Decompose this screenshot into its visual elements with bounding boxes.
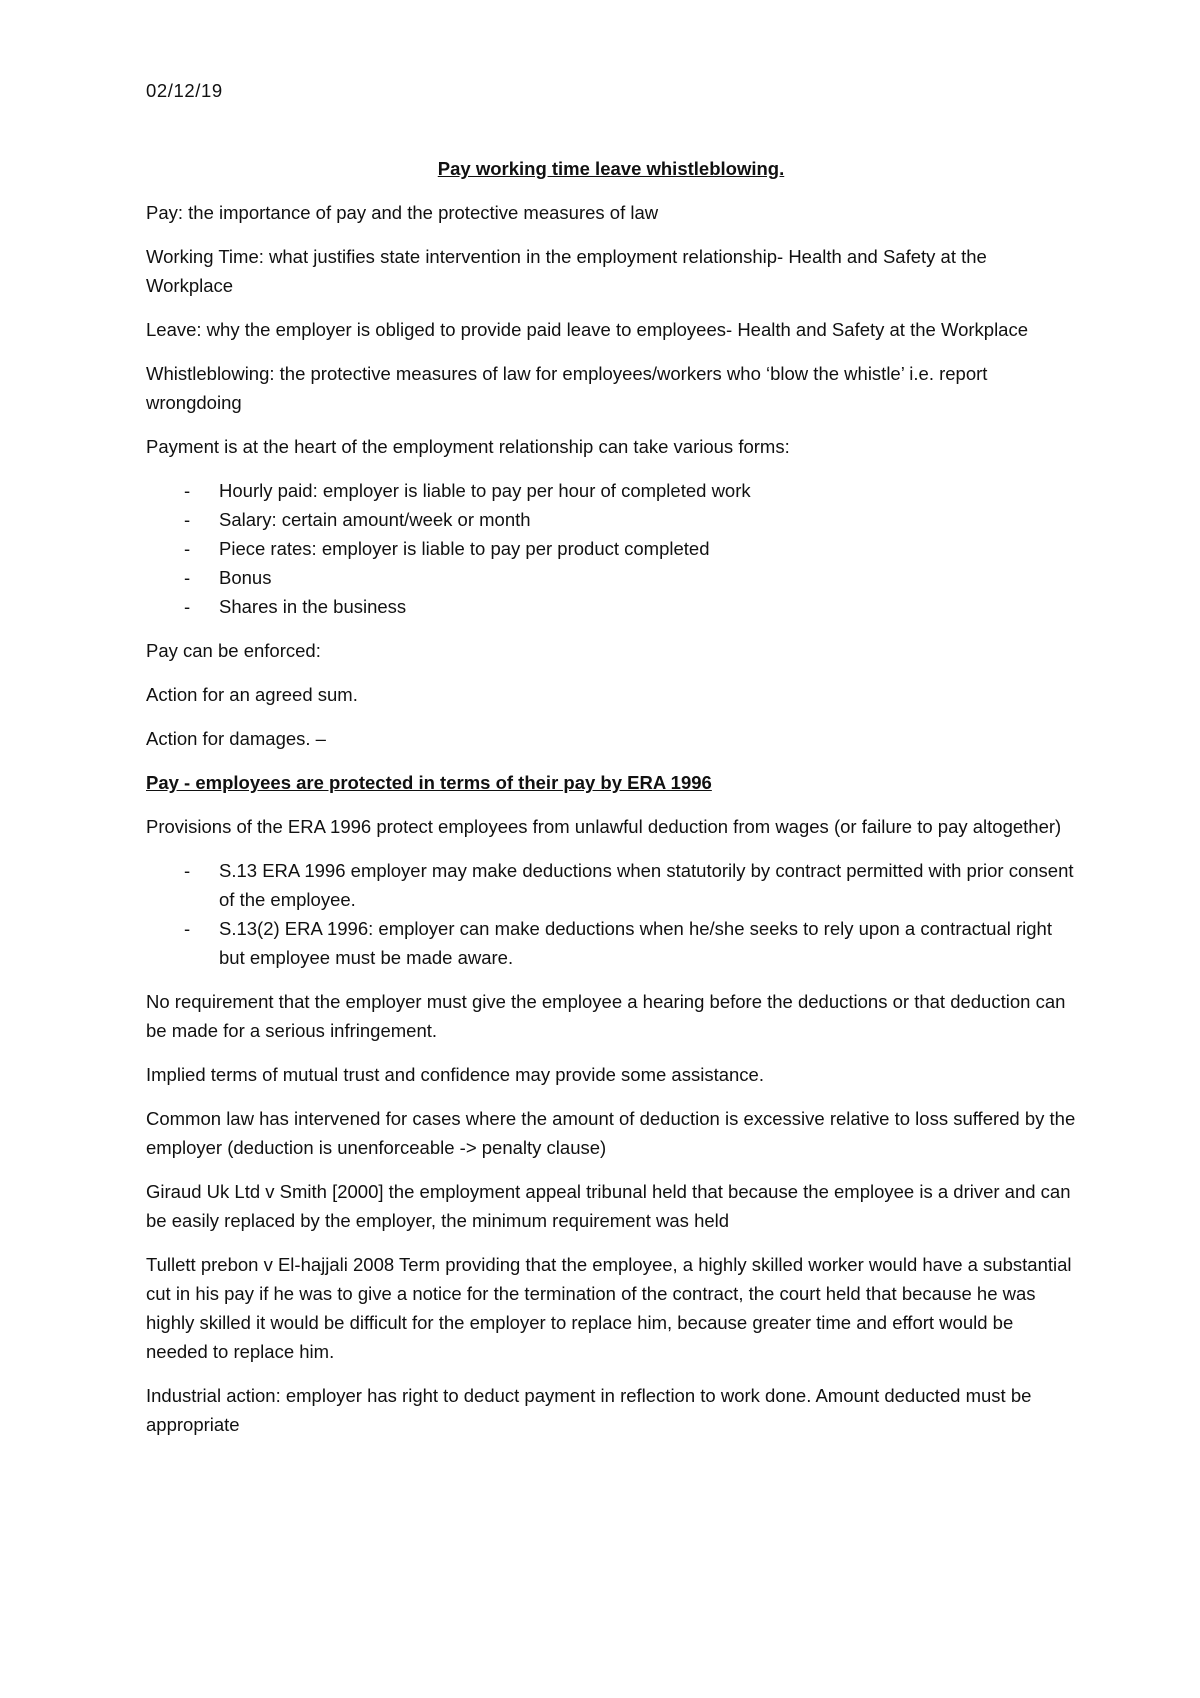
intro-paragraph-leave: Leave: why the employer is obliged to provide paid leave to employees- Health and Safety at the Workplace (146, 319, 1029, 340)
list-dash: - (184, 480, 191, 501)
closing-paragraph: Industrial action: employer has right to deduct payment in reflection to work done. Amount deducted must be appropriate (146, 1385, 1032, 1435)
intro-paragraph-whistleblowing: Whistleblowing: the protective measures of law for employees/workers who ‘blow the whistle’ i.e. report wrongdoing (146, 363, 988, 413)
list-dash: - (184, 596, 191, 617)
document-body (146, 76, 1076, 1454)
document-date: 02/12/19 (146, 80, 223, 101)
list-item-text: Hourly paid: employer is liable to pay per hour of completed work (219, 480, 751, 501)
list-item (146, 914, 1076, 972)
closing-paragraph: Common law has intervened for cases where the amount of deduction is excessive relative to loss suffered by the employer (deduction is unenforceable -> penalty clause) (146, 1108, 1076, 1158)
list-dash: - (184, 538, 191, 559)
closing-paragraph: Implied terms of mutual trust and confidence may provide some assistance. (146, 1064, 764, 1085)
provisions-intro: Provisions of the ERA 1996 protect employees from unlawful deduction from wages (or failure to pay altogether) (146, 816, 1062, 837)
list-item (146, 476, 1076, 505)
list-item-text: Shares in the business (219, 596, 407, 617)
list-item-text: Piece rates: employer is liable to pay per product completed (219, 538, 710, 559)
case-paragraph-tullett: Tullett prebon v El-hajjali 2008 Term providing that the employee, a highly skilled worker would have a substantial cut in his pay if he was to give a notice for the termination of the contract, the court held that because he was highly skilled it would be difficult for the employer to replace him, because greater time and effort would be needed to replace him. (146, 1254, 1072, 1362)
list-item-text: S.13(2) ERA 1996: employer can make deductions when he/she seeks to rely upon a contractual right but employee must be made aware. (219, 918, 1052, 968)
intro-paragraph-payment-forms: Payment is at the heart of the employment relationship can take various forms: (146, 436, 790, 457)
document-title: Pay working time leave whistleblowing. (437, 158, 785, 179)
list-dash: - (184, 860, 191, 881)
list-item (146, 534, 1076, 563)
list-dash: - (184, 567, 191, 588)
enforcement-paragraph: Pay can be enforced: (146, 640, 321, 661)
list-item-text: Salary: certain amount/week or month (219, 509, 531, 530)
list-item (146, 856, 1076, 914)
intro-paragraph-pay: Pay: the importance of pay and the protective measures of law (146, 202, 659, 223)
list-item (146, 505, 1076, 534)
enforcement-paragraph: Action for an agreed sum. (146, 684, 358, 705)
section-heading: Pay - employees are protected in terms of their pay by ERA 1996 (146, 772, 712, 793)
list-dash: - (184, 918, 191, 939)
list-item (146, 563, 1076, 592)
intro-paragraph-working-time: Working Time: what justifies state intervention in the employment relationship- Health and Safety at the Workplace (146, 246, 987, 296)
list-item (146, 592, 1076, 621)
list-item-text: S.13 ERA 1996 employer may make deductions when statutorily by contract permitted with prior consent of the employee. (219, 860, 1074, 910)
list-item-text: Bonus (219, 567, 272, 588)
case-paragraph-giraud: Giraud Uk Ltd v Smith [2000] the employment appeal tribunal held that because the employee is a driver and can be easily replaced by the employer, the minimum requirement was held (146, 1181, 1071, 1231)
payment-forms-list (146, 476, 1076, 621)
list-dash: - (184, 509, 191, 530)
provisions-list (146, 856, 1076, 972)
closing-paragraph: No requirement that the employer must give the employee a hearing before the deductions or that deduction can be made for a serious infringement. (146, 991, 1066, 1041)
enforcement-paragraph: Action for damages. – (146, 728, 326, 749)
